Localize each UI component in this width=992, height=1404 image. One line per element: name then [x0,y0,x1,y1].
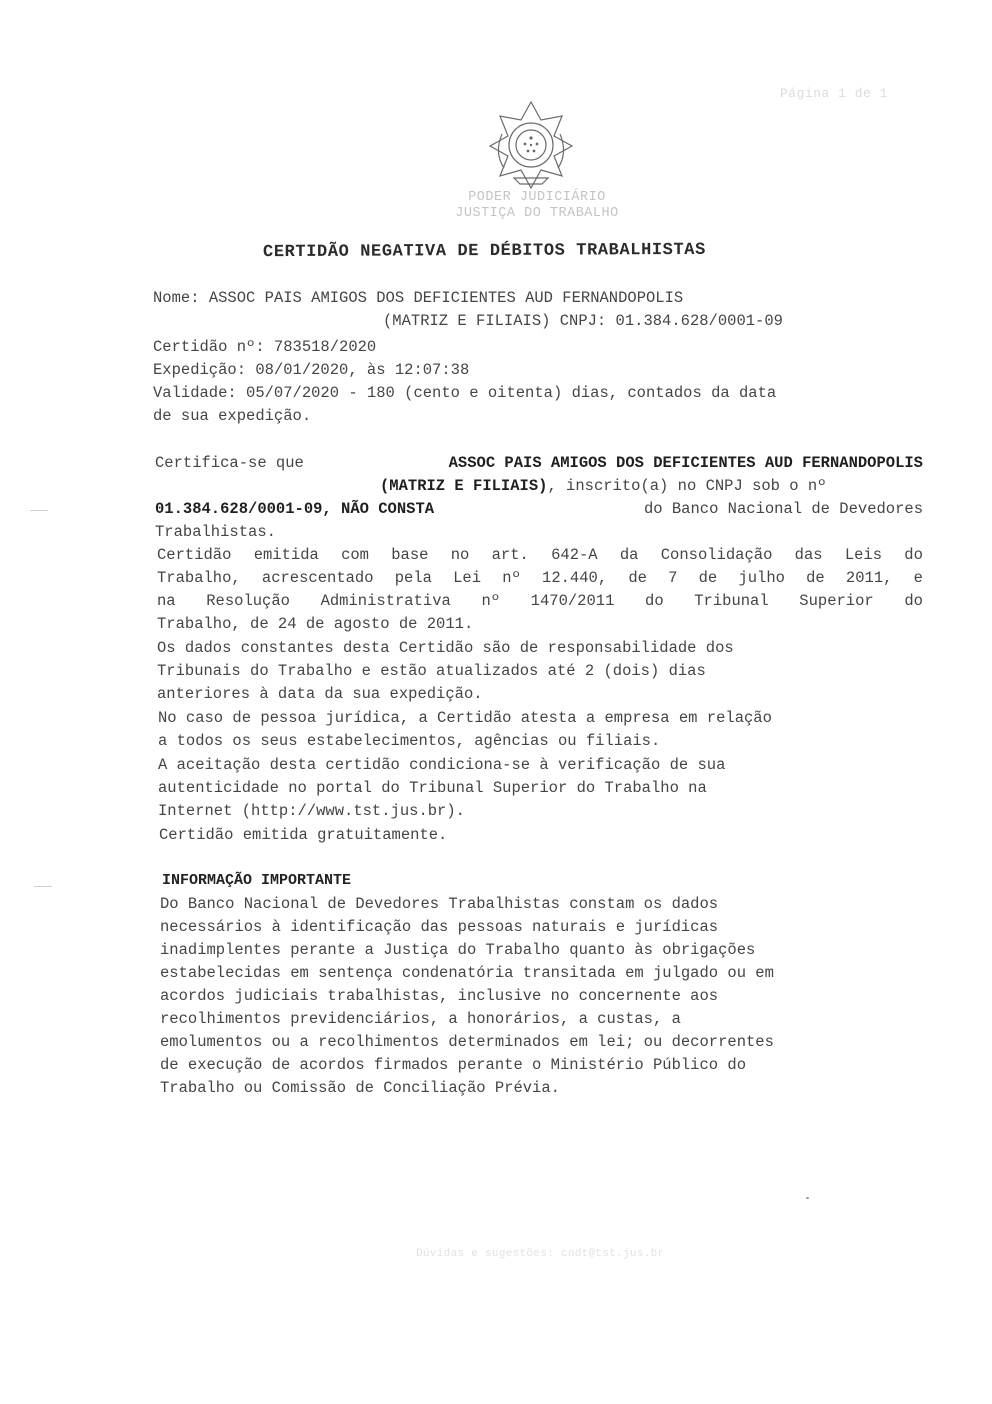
body-line: na Resolução Administrativa nº 1470/2011 do Tribunal Superior do [157,592,923,610]
issuing-organization [392,190,682,222]
cert-cnpj: 01.384.628/0001-09, [155,500,332,518]
info-line: Do Banco Nacional de Devedores Trabalhistas constam os dados [160,895,719,913]
cert-inscrito: , inscrito(a) no CNPJ sob o nº [547,477,827,495]
body-line: A aceitação desta certidão condiciona-se à verificação de sua [158,756,726,774]
cert-prefix: Certifica-se que [155,454,304,472]
cert-status: NÃO CONSTA [341,500,435,518]
footer-contact: Dúvidas e sugestões: cndt@tst.jus.br [416,1248,665,1260]
org-line-2: JUSTIÇA DO TRABALHO [455,206,619,221]
cert-rest: do Banco Nacional de Devedores [643,500,923,518]
page-number: Página 1 de 1 [780,86,888,101]
nome-label: Nome: [153,289,200,307]
body-line: Os dados constantes desta Certidão são de responsabilidade dos [157,639,734,657]
org-line-1: PODER JUDICIÁRIO [468,190,606,205]
coat-of-arms-icon [484,98,578,192]
scan-speck [806,1197,809,1199]
info-line: recolhimentos previdenciários, a honorários, a custas, a [160,1010,681,1028]
info-line: estabelecidas em sentença condenatória transitada em julgado ou em [160,964,774,982]
body-line: Trabalho, de 24 de agosto de 2011. [157,615,474,633]
scan-mark [30,510,48,514]
certidao-number: Certidão nº: 783518/2020 [153,338,377,356]
info-line: emolumentos ou a recolhimentos determinados em lei; ou decorrentes [160,1033,774,1051]
body-line: Trabalho, acrescentado pela Lei nº 12.440, de 7 de julho de 2011, e [157,569,923,587]
nome-line [153,287,683,310]
cert-entity-name: ASSOC PAIS AMIGOS DOS DEFICIENTES AUD FERNANDOPOLIS [448,454,923,472]
document-title: CERTIDÃO NEGATIVA DE DÉBITOS TRABALHISTAS [262,240,706,263]
body-line: a todos os seus estabelecimentos, agências ou filiais. [158,732,661,750]
cert-line-4: Trabalhistas. [155,523,276,541]
info-line: necessários à identificação das pessoas naturais e jurídicas [160,918,719,936]
expedicao-date: Expedição: 08/01/2020, às 12:07:38 [153,361,470,379]
validade-line-1: Validade: 05/07/2020 - 180 (cento e oitenta) dias, contados da data [153,384,777,402]
cert-line-1 [155,452,923,475]
info-line: de execução de acordos firmados perante o Ministério Público do [160,1056,746,1074]
nome-value: ASSOC PAIS AMIGOS DOS DEFICIENTES AUD FERNANDOPOLIS [208,289,684,307]
body-line: Internet (http://www.tst.jus.br). [158,802,465,820]
validade-line-2: de sua expedição. [153,407,312,425]
cert-line-2 [380,475,826,498]
body-line: Tribunais do Trabalho e estão atualizados até 2 (dois) dias [157,662,706,680]
nome-line-2: (MATRIZ E FILIAIS) CNPJ: 01.384.628/0001-09 [383,312,783,330]
info-line: acordos judiciais trabalhistas, inclusive no concernente aos [160,987,719,1005]
important-info-heading: INFORMAÇÃO IMPORTANTE [162,872,352,889]
body-line: No caso de pessoa jurídica, a Certidão atesta a empresa em relação [158,709,772,727]
cert-entity-name-2: (MATRIZ E FILIAIS) [380,477,548,495]
info-line: inadimplentes perante a Justiça do Trabalho quanto às obrigações [160,941,756,959]
scan-mark [34,886,52,890]
info-line: Trabalho ou Comissão de Conciliação Prévia. [160,1079,560,1097]
cert-line-3 [155,498,923,521]
body-line: anteriores à data da sua expedição. [157,685,483,703]
free-issuance-line: Certidão emitida gratuitamente. [159,826,448,844]
body-line: autenticidade no portal do Tribunal Superior do Trabalho na [158,779,707,797]
body-line: Certidão emitida com base no art. 642-A da Consolidação das Leis do [157,546,923,564]
